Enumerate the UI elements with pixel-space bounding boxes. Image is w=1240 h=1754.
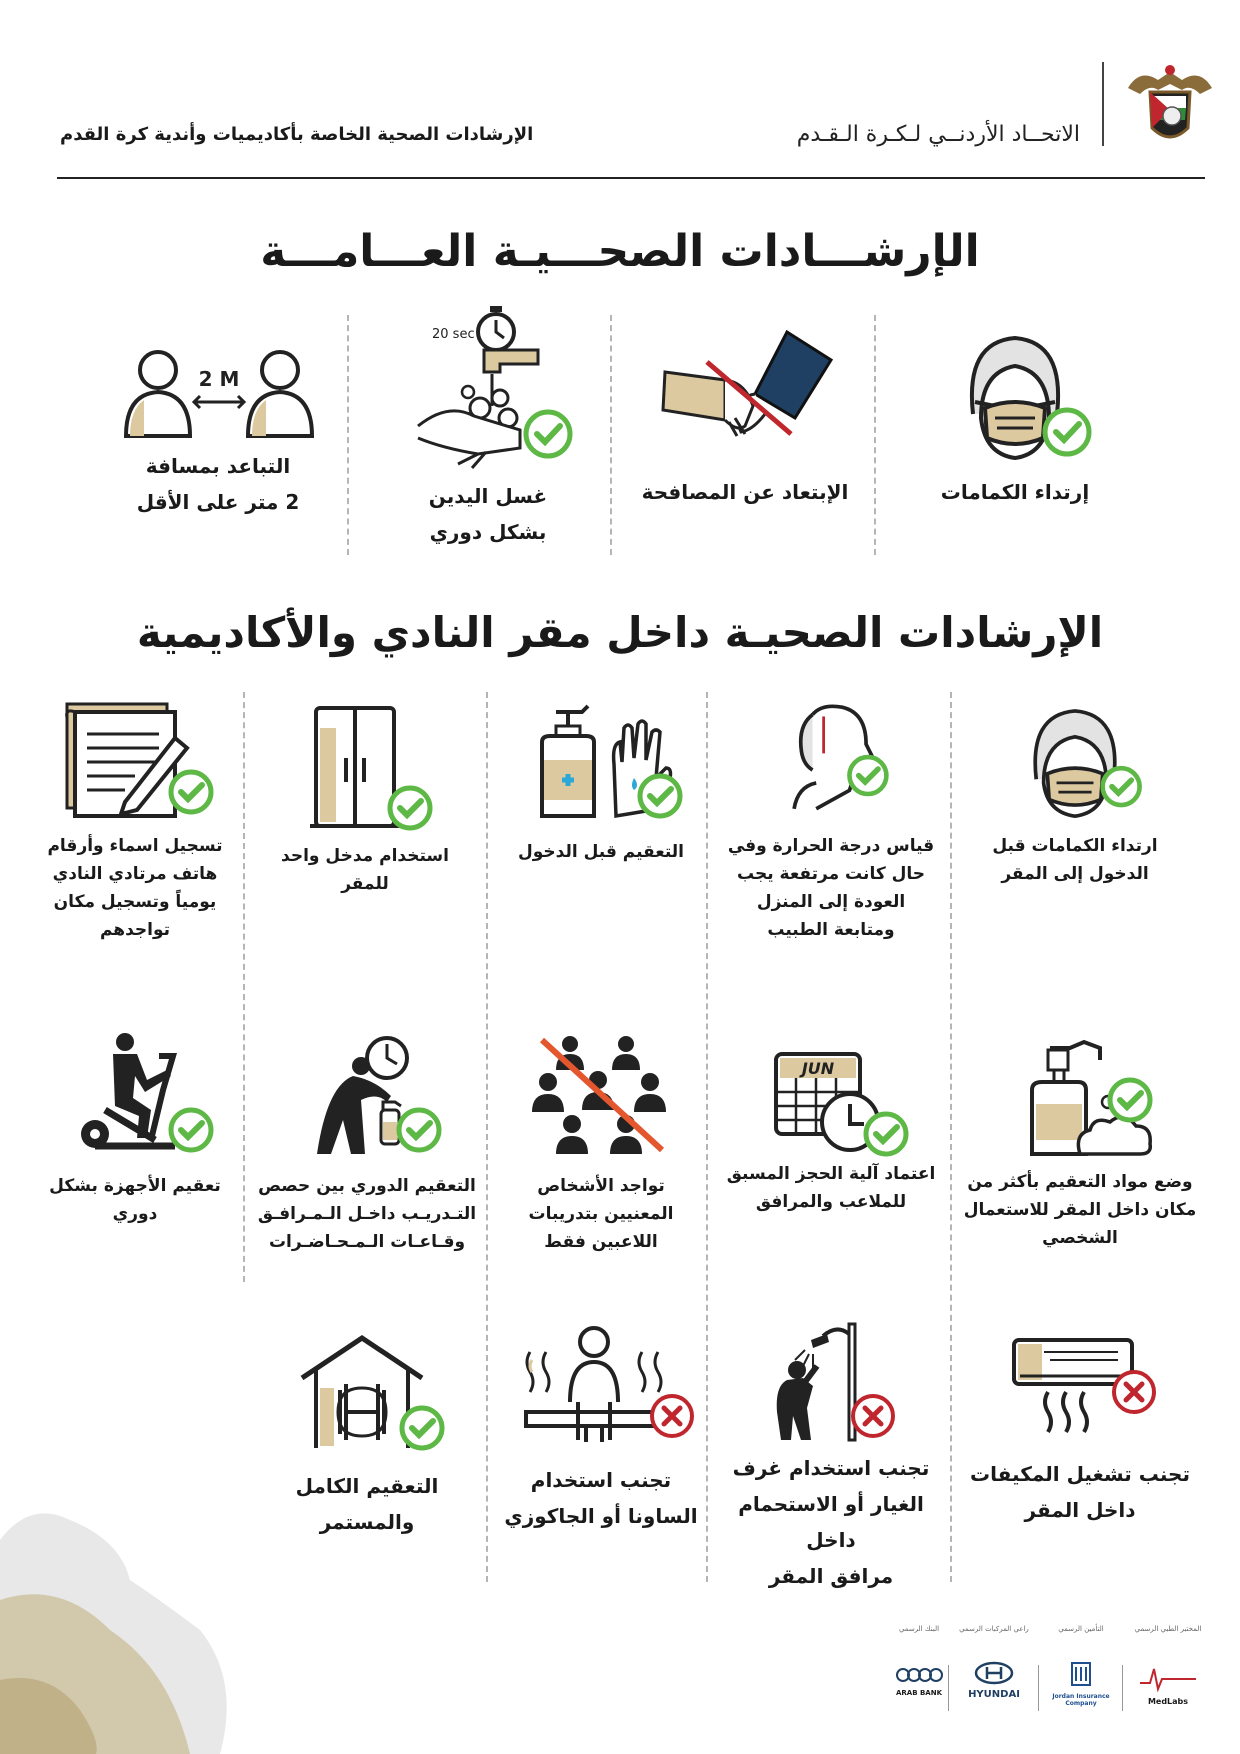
soap-dispenser-icon — [990, 1030, 1170, 1160]
distance-label-line1: التباعد بمسافة — [145, 454, 291, 478]
face-mask-icon — [1000, 698, 1150, 818]
equipment-sanitize-label-line1: تعقيم الأجهزة بشكل — [49, 1176, 221, 1196]
face-mask-icon — [935, 322, 1095, 472]
divider — [706, 692, 708, 1582]
divider — [486, 692, 488, 1582]
club-full-sanitize — [253, 1328, 481, 1540]
guideline-handwash — [378, 298, 598, 550]
divider — [1038, 1665, 1039, 1711]
handwash-label-line1: غسل اليدين — [428, 484, 548, 508]
header-divider — [1102, 62, 1104, 146]
federation-name: الاتحــاد الأردنــي لـكـرة الـقـدم — [796, 122, 1080, 147]
shower-icon — [751, 1316, 911, 1446]
sponsor-jordan-insurance — [1042, 1625, 1120, 1707]
cleaning-icon — [287, 1030, 447, 1160]
divider — [874, 315, 876, 555]
divider — [243, 692, 245, 1282]
club-single-entrance — [253, 698, 477, 898]
handwash-icon — [388, 298, 588, 472]
guideline-distance — [98, 340, 338, 520]
booking-label-line1: اعتماد آلية الحجز المسبق — [726, 1164, 936, 1184]
sponsor-arab-bank — [890, 1625, 948, 1697]
divider — [1122, 1665, 1123, 1711]
club-register-visitors — [30, 698, 240, 944]
club-masks — [960, 698, 1190, 888]
sponsor-name: HYUNDAI — [968, 1689, 1020, 1700]
hyundai-logo-icon — [974, 1661, 1014, 1685]
masks-label: إرتداء الكمامات — [940, 480, 1090, 504]
sponsor-caption: التأمين الرسمي — [1058, 1625, 1104, 1633]
social-distance-icon — [108, 340, 328, 440]
thermometer-icon — [756, 698, 906, 818]
sanitizer-stations-label-line3: الشخصي — [1042, 1228, 1118, 1248]
medlabs-logo-icon — [1138, 1663, 1198, 1693]
divider — [948, 1665, 949, 1711]
club-no-showers — [716, 1316, 946, 1594]
club-sanitizer-stations — [960, 1030, 1200, 1252]
no-ac-label-line1: تجنب تشغيل المكيفات — [970, 1462, 1190, 1486]
temperature-label-line1: قياس درجة الحرارة وفي — [727, 836, 935, 856]
no-sauna-label-line1: تجنب استخدام — [530, 1468, 672, 1492]
single-entrance-label-line2: للمقر — [341, 874, 389, 894]
sponsor-name: MedLabs — [1147, 1697, 1189, 1706]
club-sanitize-entry — [496, 698, 706, 866]
air-conditioner-icon — [1000, 1330, 1160, 1450]
guideline-masks — [900, 322, 1130, 510]
divider — [347, 315, 349, 555]
header-rule — [57, 177, 1205, 179]
club-masks-label-line2: الدخول إلى المقر — [1001, 864, 1149, 884]
sponsor-caption: راعي المركبات الرسمي — [959, 1625, 1029, 1633]
timer-text: 20 sec — [432, 327, 475, 342]
register-label-line1: تسجيل اسماء وأرقام — [47, 836, 223, 856]
club-no-sauna — [496, 1322, 706, 1534]
periodic-cleaning-label-line1: التعقيم الدوري بين حصص — [258, 1176, 476, 1196]
sanitizer-stations-label-line1: وضع مواد التعقيم بأكثر من — [967, 1172, 1193, 1192]
divider — [610, 315, 612, 555]
periodic-cleaning-label-line2: التـدريـب داخـل الـمـرافـق — [257, 1204, 477, 1224]
no-showers-label-line3: مرافق المقر — [768, 1564, 894, 1588]
sponsor-name: Jordan Insurance Company — [1052, 1693, 1110, 1707]
club-masks-label-line1: ارتداء الكمامات قبل — [992, 836, 1158, 856]
sponsor-caption: المختبر الطبي الرسمي — [1134, 1625, 1202, 1633]
sanitize-entry-label: التعقيم قبل الدخول — [517, 842, 685, 862]
sanitizer-icon — [516, 698, 686, 828]
no-handshake-icon — [645, 322, 845, 472]
club-authorized-only — [496, 1030, 706, 1256]
temperature-label-line3: العودة إلى المنزل — [756, 892, 906, 912]
authorized-only-label-line3: اللاعبين فقط — [544, 1232, 658, 1252]
authorized-only-label-line1: تواجد الأشخاص — [537, 1176, 665, 1196]
full-sanitize-label-line2: والمستمر — [319, 1510, 415, 1534]
no-handshake-label: الإبتعاد عن المصافحة — [641, 480, 849, 504]
register-label-line3: يومياً وتسجيل مكان — [53, 892, 217, 912]
register-label-line2: هاتف مرتادي النادي — [52, 864, 218, 884]
no-showers-label-line1: تجنب استخدام غرف — [732, 1456, 930, 1480]
sponsor-caption: البنك الرسمي — [898, 1625, 940, 1633]
sponsor-name: ARAB BANK — [895, 1689, 943, 1697]
register-label-line4: تواجدهم — [99, 920, 171, 940]
gym-building-icon — [282, 1328, 452, 1458]
distance-label-line2: 2 متر على الأقل — [136, 490, 300, 514]
temperature-label-line2: حال كانت مرتفعة يجب — [736, 864, 926, 884]
sponsors-bar — [890, 1625, 1210, 1725]
document-title: الإرشادات الصحية الخاصة بأكاديميات وأندية كرة القدم — [60, 124, 534, 145]
calendar-icon — [746, 1040, 916, 1160]
equipment-sanitize-label-line2: دوري — [112, 1204, 158, 1224]
distance-text: 2 M — [198, 367, 240, 391]
sponsor-medlabs — [1128, 1625, 1208, 1706]
authorized-only-label-line2: المعنيين بتدريبات — [528, 1204, 674, 1224]
divider — [950, 692, 952, 1582]
booking-label-line2: للملاعب والمرافق — [755, 1192, 907, 1212]
federation-logo — [1120, 58, 1220, 150]
exercise-bike-icon — [55, 1030, 215, 1160]
club-section-title: الإرشادات الصحيـة داخل مقر النادي والأكاديمية — [136, 608, 1104, 657]
handwash-label-line2: بشكل دوري — [429, 520, 547, 544]
door-icon — [290, 698, 440, 838]
sanitizer-stations-label-line2: مكان داخل المقر للاستعمال — [963, 1200, 1197, 1220]
club-equipment-sanitize — [30, 1030, 240, 1228]
sponsor-hyundai — [952, 1625, 1036, 1700]
no-ac-label-line2: داخل المقر — [1024, 1498, 1136, 1522]
no-sauna-label-line2: الساونا أو الجاكوزي — [504, 1504, 698, 1528]
full-sanitize-label-line1: التعقيم الكامل — [295, 1474, 439, 1498]
arab-bank-logo-icon — [895, 1665, 943, 1685]
calendar-month: JUN — [801, 1059, 835, 1078]
club-periodic-cleaning — [253, 1030, 481, 1256]
guideline-no-handshake — [625, 322, 865, 510]
general-section-title: الإرشـــادات الصحـــيـة العـــامـــة — [260, 226, 980, 277]
single-entrance-label-line1: استخدام مدخل واحد — [281, 846, 449, 866]
club-booking — [716, 1040, 946, 1216]
no-showers-label-line2: الغيار أو الاستحمام داخل — [738, 1492, 924, 1552]
jic-logo-icon — [1066, 1659, 1096, 1689]
periodic-cleaning-label-line3: وقـاعـات الـمـحـاضـرات — [268, 1232, 466, 1252]
sauna-icon — [506, 1322, 696, 1452]
decorative-background-shape — [0, 1480, 260, 1754]
register-icon — [55, 698, 215, 822]
no-crowd-icon — [526, 1030, 676, 1160]
temperature-label-line4: ومتابعة الطبيب — [767, 920, 895, 940]
club-temperature — [716, 698, 946, 944]
club-no-ac — [960, 1330, 1200, 1528]
